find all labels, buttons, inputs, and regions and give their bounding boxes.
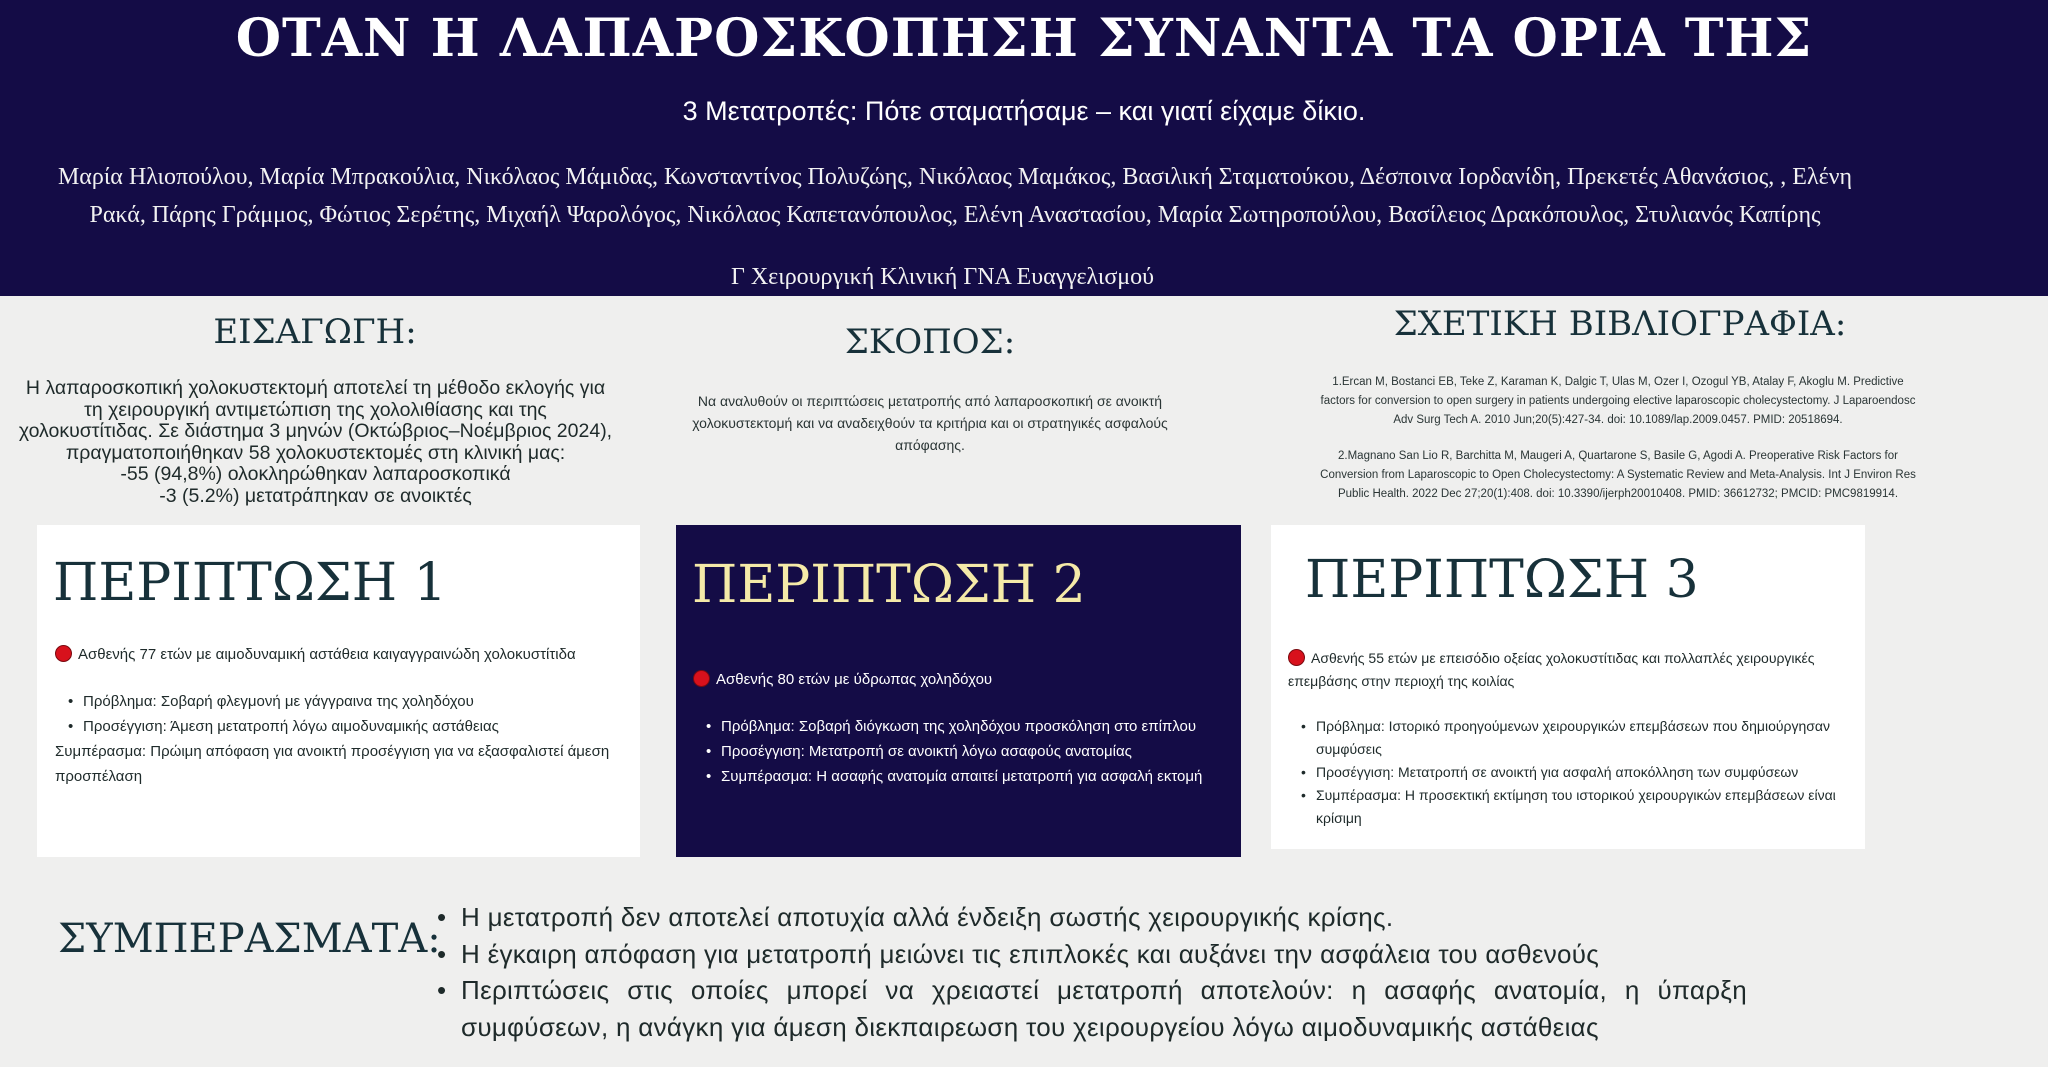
red-circle-icon xyxy=(693,670,710,687)
case-card-2 xyxy=(676,525,1241,857)
conclusion-item: • Η μετατροπή δεν αποτελεί αποτυχία αλλά ένδειξη σωστής χειρουργικής κρίσης. xyxy=(437,899,1747,936)
case-conclusion: • Συμπέρασμα: Η προσεκτική εκτίμηση του ιστορικού χειρουργικών επεμβάσεων είναι κρίσιμη xyxy=(1288,784,1848,830)
case-problem: • Πρόβλημα: Σοβαρή φλεγμονή με γάγγραινα της χοληδόχου xyxy=(55,689,615,714)
case-card-1 xyxy=(37,525,640,857)
conclusion-item: • Η έγκαιρη απόφαση για μετατροπή μειώνει τις επιπλοκές και αυξάνει την ασφάλεια του ασθενούς xyxy=(437,936,1747,973)
conclusions-list xyxy=(437,899,1747,1045)
case-body xyxy=(55,642,615,789)
conclusion-item: • Περιπτώσεις στις οποίες μπορεί να χρειαστεί μετατροπή αποτελούν: η ασαφής ανατομία, η ύπαρξη συμφύσεων, η ανάγκη για άμεση διεκπαιρεωση του χειρουργείου λόγω αιμοδυναμικής αστάθειας xyxy=(437,972,1747,1045)
reference-1: 1.Ercan M, Bostanci EB, Teke Z, Karaman K, Dalgic T, Ulas M, Ozer I, Ozogul YB, Atalay F, Akoglu M. Predictive factors for conversion to open surgery in patients undergoing elective laparoscopic cholecystectomy. J Laparoendosc Adv Surg Tech A. 2010 Jun;20(5):427-34. doi: 10.1089/lap.2009.0457. PMID: 20518694. xyxy=(1320,376,1916,426)
case-body xyxy=(1288,647,1848,830)
case-conclusion: • Συμπέρασμα: Η ασαφής ανατομία απαιτεί μετατροπή για ασφαλή εκτομή xyxy=(693,764,1223,789)
conclusions-title: ΣΥΜΠΕΡΑΣΜΑΤΑ: xyxy=(58,916,441,962)
intro-line-open: -3 (5.2%) μετατράπηκαν σε ανοικτές xyxy=(159,484,472,507)
authors-list: Μαρία Ηλιοπούλου, Μαρία Μπρακούλια, Νικόλαος Μάμιδας, Κωνσταντίνος Πολυζώης, Νικόλαος Μαμάκος, Βασιλική Σταματούκου, Δέσποινα Ιορδανίδη, Πρεκετές Αθανάσιος, , Ελένη Ρακά, Πάρης Γράμμος, Φώτιος Σερέτης, Μιχαήλ Ψαρολόγος, Νικόλαος Καπετανόπουλος, Ελένη Αναστασίου, Μαρία Σωτηροπούλου, Βασίλειος Δρακόπουλος, Στυλιανός Καπίρης xyxy=(57,164,1853,228)
intro-line-laparoscopic: -55 (94,8%) ολοκληρώθηκαν λαπαροσκοπικά xyxy=(120,463,511,485)
case-problem: • Πρόβλημα: Ιστορικό προηγούμενων χειρουργικών επεμβάσεων που δημιούργησαν συμφύσεις xyxy=(1288,715,1848,761)
case-title: ΠΕΡΙΠΤΩΣΗ 3 xyxy=(1305,550,1699,610)
case-title: ΠΕΡΙΠΤΩΣΗ 1 xyxy=(53,553,447,613)
intro-section xyxy=(18,378,613,507)
red-circle-icon xyxy=(55,645,72,662)
case-card-3 xyxy=(1271,525,1865,849)
poster-header xyxy=(0,0,2048,296)
case-patient-text: Ασθενής 55 ετών με επεισόδιο οξείας χολοκυστίτιδας και πολλαπλές χειρουργικές επεμβάσης στην περιοχή της κοιλίας xyxy=(1288,650,1815,689)
case-patient-text: Ασθενής 80 ετών με ύδρωπας χοληδόχου xyxy=(716,671,993,688)
case-patient-text: Ασθενής 77 ετών με αιμοδυναμική αστάθεια καιγαγγραινώδη χολοκυστίτιδα xyxy=(78,646,576,663)
case-problem: • Πρόβλημα: Σοβαρή διόγκωση της χοληδόχου προσκόληση στο επίπλου xyxy=(693,714,1223,739)
case-patient xyxy=(1288,647,1848,693)
case-approach: • Προσέγγιση: Μετατροπή σε ανοικτή για ασφαλή αποκόλληση των συμφύσεων xyxy=(1288,761,1848,784)
case-approach: • Προσέγγιση: Άμεση μετατροπή λόγω αιμοδυναμικής αστάθειας xyxy=(55,714,615,739)
poster-title: ΟΤΑΝ Η ΛΑΠΑΡΟΣΚΟΠΗΣΗ ΣΥΝΑΝΤΑ ΤΑ ΟΡΙΑ ΤΗΣ xyxy=(235,8,1813,69)
case-title: ΠΕΡΙΠΤΩΣΗ 2 xyxy=(692,555,1086,615)
reference-2: 2.Magnano San Lio R, Barchitta M, Maugeri A, Quartarone S, Basile G, Agodi A. Preoperative Risk Factors for Conversion from Laparoscopic to Open Cholecystectomy: A Systematic Review and Meta-Analysis. Int J Environ Res Public Health. 2022 Dec 27;20(1):408. doi: 10.3390/ijerph20010408. PMID: 36612732; PMCID: PMC9819914. xyxy=(1320,450,1916,500)
poster-subtitle: 3 Μετατροπές: Πότε σταματήσαμε – και γιατί είχαμε δίκιο. xyxy=(682,96,1366,126)
case-conclusion: Συμπέρασμα: Πρώιμη απόφαση για ανοικτή προσέγγιση για να εξασφαλιστεί άμεση προσπέλαση xyxy=(55,743,610,785)
intro-text: Η λαπαροσκοπική χολοκυστεκτομή αποτελεί τη μέθοδο εκλογής για τη χειρουργική αντιμετώπιση της χολολιθίασης και της χολοκυστίτιδας. Σε διάστημα 3 μηνών (Οκτώβριος–Νοέμβριος 2024), πραγματοποιήθηκαν 58 χολοκυστεκτομές στη κλινική μας: xyxy=(18,377,613,464)
case-patient xyxy=(693,667,1223,692)
intro-title: ΕΙΣΑΓΩΓΗ: xyxy=(213,312,417,352)
aim-title: ΣΚΟΠΟΣ: xyxy=(844,322,1016,362)
case-patient xyxy=(55,642,615,667)
aim-text: Να αναλυθούν οι περιπτώσεις μετατροπής από λαπαροσκοπική σε ανοικτή χολοκυστεκτομή και να αναδειχθούν τα κριτήρια και οι στρατηγικές ασφαλούς απόφασης. xyxy=(692,393,1168,453)
case-body xyxy=(693,667,1223,789)
references-title: ΣΧΕΤΙΚΗ ΒΙΒΛΙΟΓΡΑΦΙΑ: xyxy=(1393,304,1847,344)
clinic-name: Γ Χειρουργική Κλινική ΓΝΑ Ευαγγελισμού xyxy=(730,264,1155,290)
red-circle-icon xyxy=(1288,649,1305,666)
case-approach: • Προσέγγιση: Μετατροπή σε ανοικτή λόγω ασαφούς ανατομίας xyxy=(693,739,1223,764)
